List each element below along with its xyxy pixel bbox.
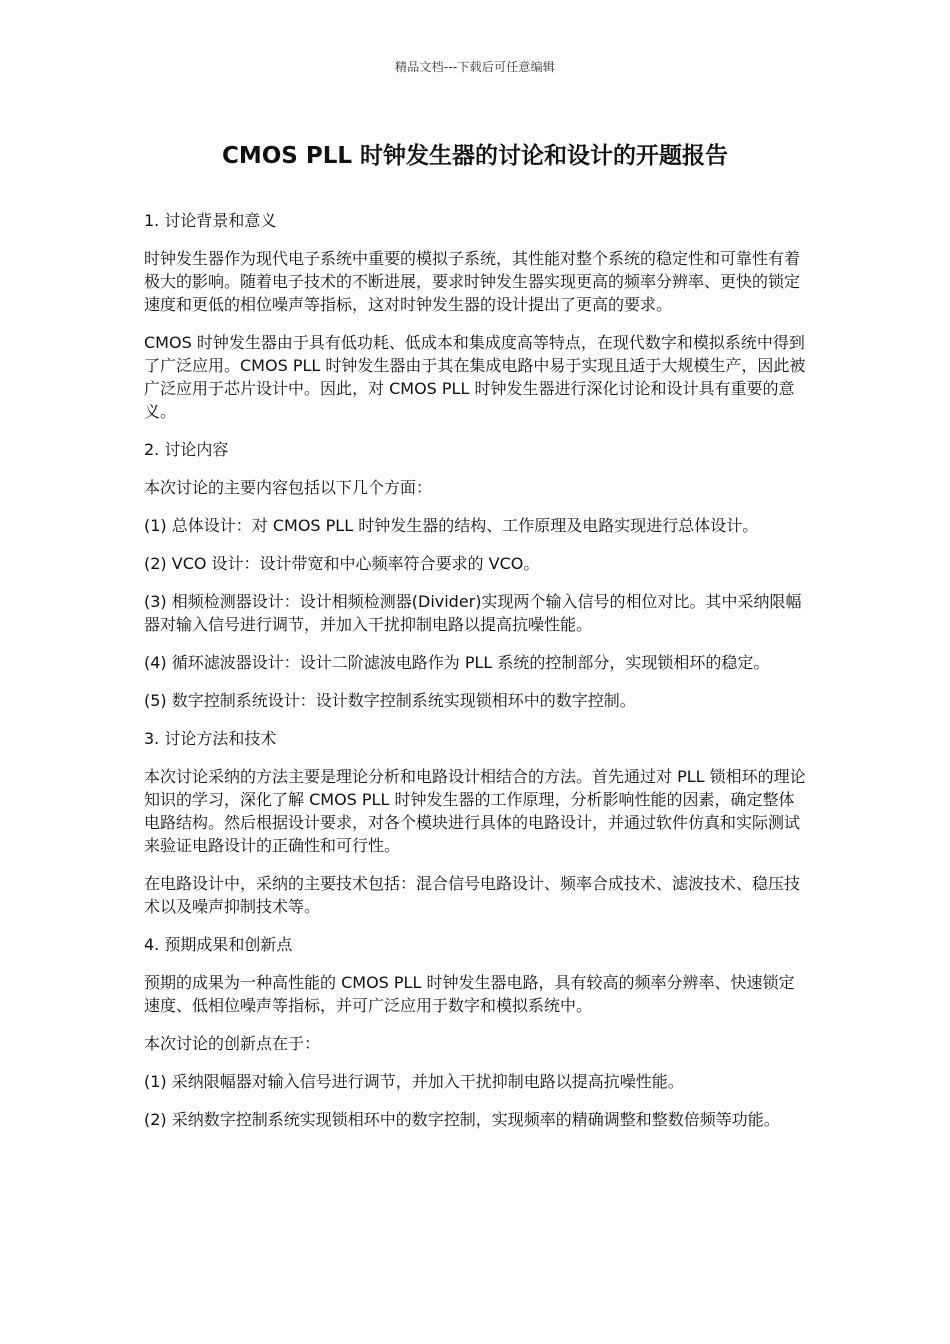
paragraph-innovations-intro: 本次讨论的创新点在于： <box>144 1034 321 1053</box>
header-note: 精品文档---下载后可任意编辑 <box>395 60 555 74</box>
paragraph-methods-2: 在电路设计中，采纳的主要技术包括：混合信号电路设计、频率合成技术、滤波技术、稳压技术以及噪声抑制技术等。 <box>144 874 801 916</box>
paragraph-methods-1: 本次讨论采纳的方法主要是理论分析和电路设计相结合的方法。首先通过对 PLL 锁相环的理论知识的学习，深化了解 CMOS PLL 时钟发生器的工作原理，分析影响性能的因素，确定整体电路结构。然后根据设计要求，对各个模块进行具体的电路设计，并通过软件仿真和实际测试来验证电路设计的正确性和可行性。 <box>144 767 806 855</box>
document-body <box>144 209 808 1146</box>
section-heading-background: 1. 讨论背景和意义 <box>144 211 277 230</box>
document-title: CMOS PLL 时钟发生器的讨论和设计的开题报告 <box>221 143 729 169</box>
section-heading-outcomes: 4. 预期成果和创新点 <box>144 935 293 954</box>
list-item-vco-design: (2) VCO 设计：设计带宽和中心频率符合要求的 VCO。 <box>144 554 540 573</box>
list-item-loop-filter-design: (4) 循环滤波器设计：设计二阶滤波电路作为 PLL 系统的控制部分，实现锁相环的稳定。 <box>144 653 770 672</box>
list-item-overall-design: (1) 总体设计：对 CMOS PLL 时钟发生器的结构、工作原理及电路实现进行总体设计。 <box>144 516 759 535</box>
section-heading-content: 2. 讨论内容 <box>144 440 229 459</box>
paragraph-background-2: CMOS 时钟发生器由于具有低功耗、低成本和集成度高等特点，在现代数字和模拟系统中得到了广泛应用。CMOS PLL 时钟发生器由于其在集成电路中易于实现且适于大规模生产，因此被广泛应用于芯片设计中。因此，对 CMOS PLL 时钟发生器进行深化讨论和设计具有重要的意义。 <box>144 333 806 421</box>
paragraph-outcomes-1: 预期的成果为一种高性能的 CMOS PLL 时钟发生器电路，具有较高的频率分辨率、快速锁定速度、低相位噪声等指标，并可广泛应用于数字和模拟系统中。 <box>144 973 795 1015</box>
list-item-digital-control-design: (5) 数字控制系统设计：设计数字控制系统实现锁相环中的数字控制。 <box>144 691 636 710</box>
list-item-innovation-2: (2) 采纳数字控制系统实现锁相环中的数字控制，实现频率的精确调整和整数倍频等功能。 <box>144 1110 780 1129</box>
list-item-innovation-1: (1) 采纳限幅器对输入信号进行调节，并加入干扰抑制电路以提高抗噪性能。 <box>144 1072 684 1091</box>
section-heading-methods: 3. 讨论方法和技术 <box>144 729 277 748</box>
list-item-phase-detector-design: (3) 相频检测器设计：设计相频检测器(Divider)实现两个输入信号的相位对比。其中采纳限幅器对输入信号进行调节，并加入干扰抑制电路以提高抗噪性能。 <box>144 592 802 634</box>
paragraph-background-1: 时钟发生器作为现代电子系统中重要的模拟子系统，其性能对整个系统的稳定性和可靠性有着极大的影响。随着电子技术的不断进展，要求时钟发生器实现更高的频率分辨率、更快的锁定速度和更低的相位噪声等指标，这对时钟发生器的设计提出了更高的要求。 <box>144 249 801 314</box>
paragraph-content-intro: 本次讨论的主要内容包括以下几个方面： <box>144 478 433 497</box>
